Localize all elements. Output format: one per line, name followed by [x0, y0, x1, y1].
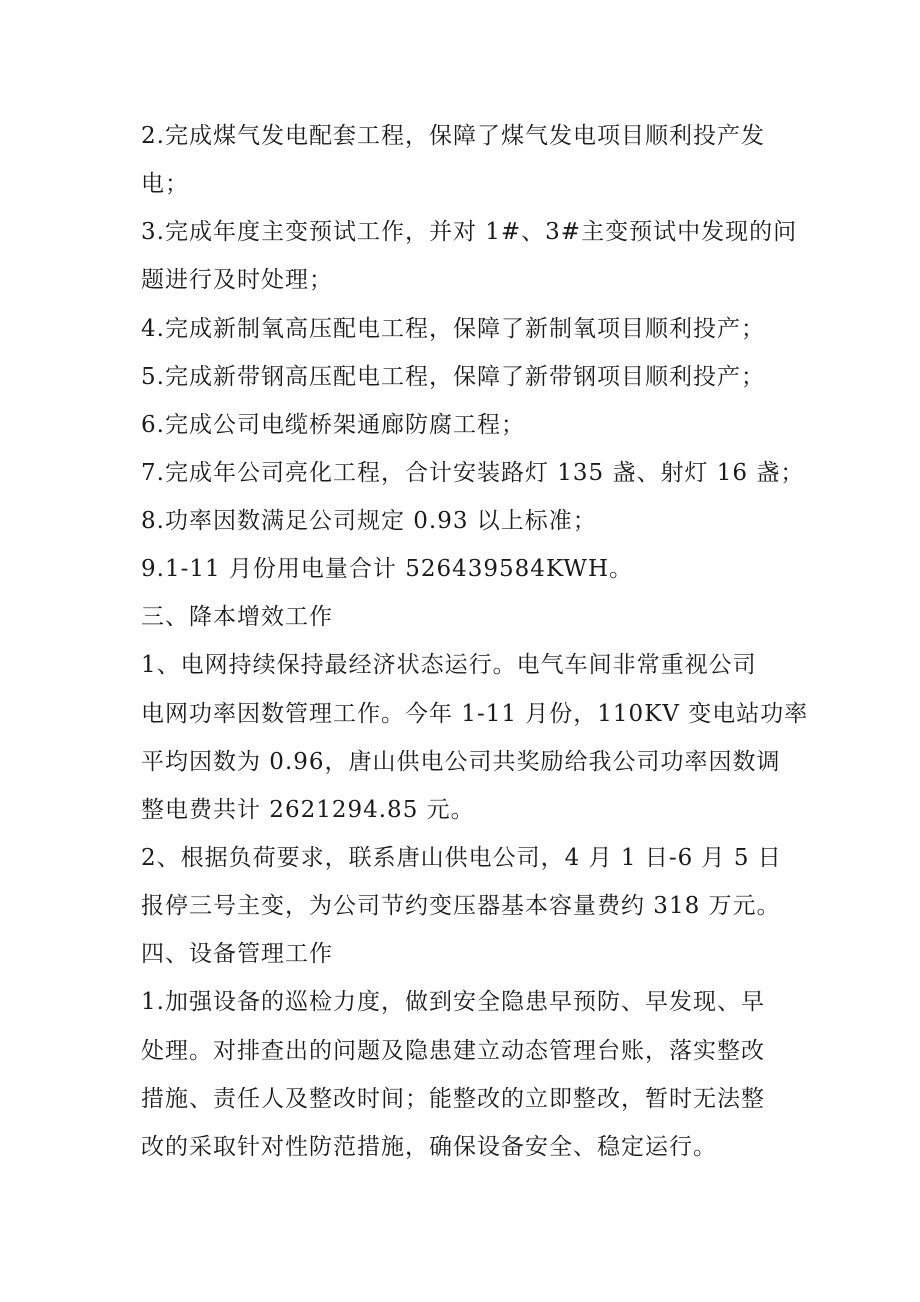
- text-line: 1、电网持续保持最经济状态运行。电气车间非常重视公司: [141, 652, 757, 678]
- text-line: 处理。对排查出的问题及隐患建立动态管理台账，落实整改: [141, 1038, 765, 1064]
- text-line: 2.完成煤气发电配套工程，保障了煤气发电项目顺利投产发: [141, 123, 765, 149]
- text-line: 电网功率因数管理工作。今年 1-11 月份，110KV 变电站功率: [141, 701, 809, 727]
- text-line: 报停三号主变，为公司节约变压器基本容量费约 318 万元。: [141, 893, 781, 919]
- text-line: 2、根据负荷要求，联系唐山供电公司，4 月 1 日-6 月 5 日: [141, 845, 782, 871]
- section-heading: 四、设备管理工作: [141, 941, 333, 967]
- text-line: 整电费共计 2621294.85 元。: [141, 797, 475, 823]
- text-line: 平均因数为 0.96，唐山供电公司共奖励给我公司功率因数调: [141, 749, 781, 775]
- text-line: 5.完成新带钢高压配电工程，保障了新带钢项目顺利投产；: [141, 364, 765, 390]
- section-heading: 三、降本增效工作: [141, 604, 333, 630]
- text-line: 9.1-11 月份用电量合计 526439584KWH。: [141, 556, 633, 582]
- text-line: 1.加强设备的巡检力度，做到安全隐患早预防、早发现、早: [141, 989, 765, 1015]
- text-line: 7.完成年公司亮化工程，合计安装路灯 135 盏、射灯 16 盏；: [141, 460, 805, 486]
- text-line: 4.完成新制氧高压配电工程，保障了新制氧项目顺利投产；: [141, 316, 765, 342]
- text-line: 题进行及时处理；: [141, 267, 333, 293]
- text-line: 3.完成年度主变预试工作，并对 1#、3#主变预试中发现的问: [141, 219, 798, 245]
- text-line: 措施、责任人及整改时间；能整改的立即整改，暂时无法整: [141, 1086, 765, 1112]
- text-line: 电；: [141, 171, 189, 197]
- text-line: 6.完成公司电缆桥架通廊防腐工程；: [141, 412, 525, 438]
- text-line: 8.功率因数满足公司规定 0.93 以上标准；: [141, 508, 597, 534]
- text-line: 改的采取针对性防范措施，确保设备安全、稳定运行。: [141, 1134, 717, 1160]
